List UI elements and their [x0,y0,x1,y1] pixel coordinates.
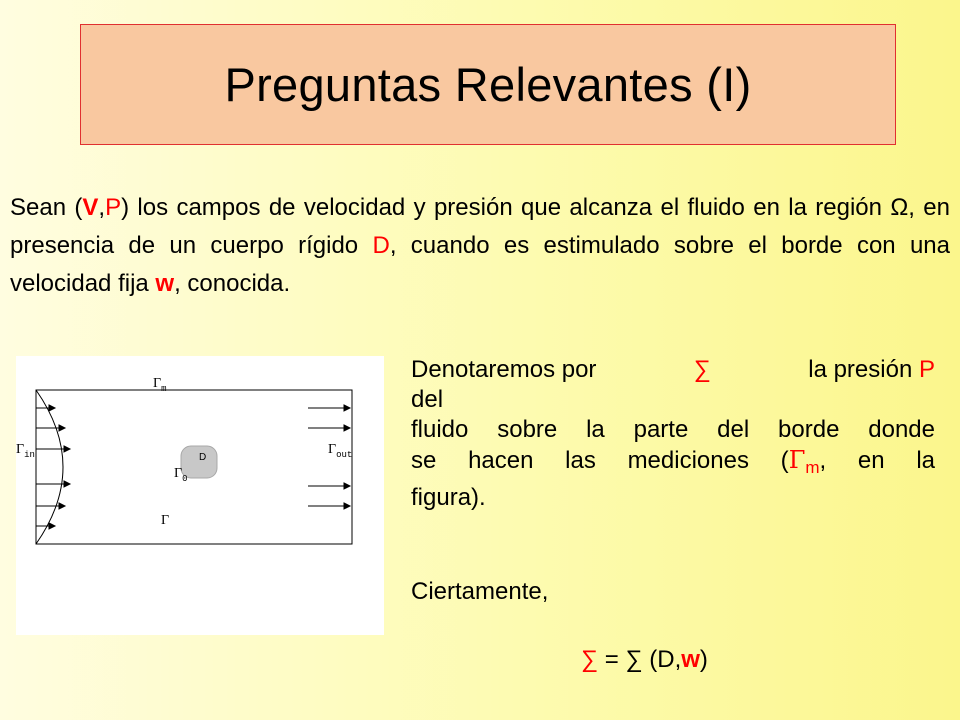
notation-mediciones: se hacen las mediciones ( [411,447,789,474]
notation-line-4 [411,445,935,483]
gamma-m-subscript: m [805,458,820,477]
notation-en-la: , en la [819,447,935,474]
formula-close: ) [699,646,708,673]
formula [581,646,708,674]
notation-line-3: fluido sobre la parte del borde donde [411,416,935,443]
notation-block [411,355,935,513]
w-symbol: w [155,270,175,297]
pressure-symbol: P [105,194,122,221]
domain-diagram [16,356,384,635]
label-body-d: D [199,452,207,463]
gamma-m-symbol: Γ [788,446,806,474]
notation-denotaremos: Denotaremos por [411,356,597,383]
formula-sigma: ∑ [581,646,599,673]
notation-line-5: figura). [411,484,486,511]
label-gamma: Γ [161,513,170,528]
formula-w: w [681,646,700,673]
notation-pressure-phrase [808,355,935,385]
domain-figure [16,356,384,635]
formula-rhs: = ∑ (D, [598,646,682,673]
page-title: Preguntas Relevantes (I) [224,58,752,111]
label-gamma-out: $\Gamma_{out}$ [328,442,353,460]
label-gamma-0: $\Gamma_0$ [174,466,188,484]
notation-line-1 [411,355,935,385]
intro-text-3: , cuando es estimulado sobre el borde con una velocidad fija [10,232,951,297]
notation-line-2: del [411,386,444,413]
intro-text-2: ) los campos de velocidad y presión que alcanza el fluido en la región Ω, en presencia de un cuerpo rígido [10,194,950,259]
intro-text-1: Sean ( [10,194,83,221]
notation-la-presion: la presión [808,356,913,383]
label-gamma-in: $\Gamma_{in}$ [16,442,35,460]
label-gamma-m: $\Gamma_m$ [153,376,167,394]
title-box [80,24,896,145]
intro-paragraph [10,189,950,303]
body-symbol: D [372,232,390,259]
notation-p-symbol: P [918,356,935,383]
sigma-symbol: ∑ [693,356,711,383]
intro-comma: , [98,194,106,221]
velocity-symbol: V [82,194,99,221]
inflow-arrows [36,405,70,529]
inflow-profile [36,390,63,544]
intro-text-4: , conocida. [174,270,291,297]
ciertamente-text: Ciertamente, [411,578,549,605]
